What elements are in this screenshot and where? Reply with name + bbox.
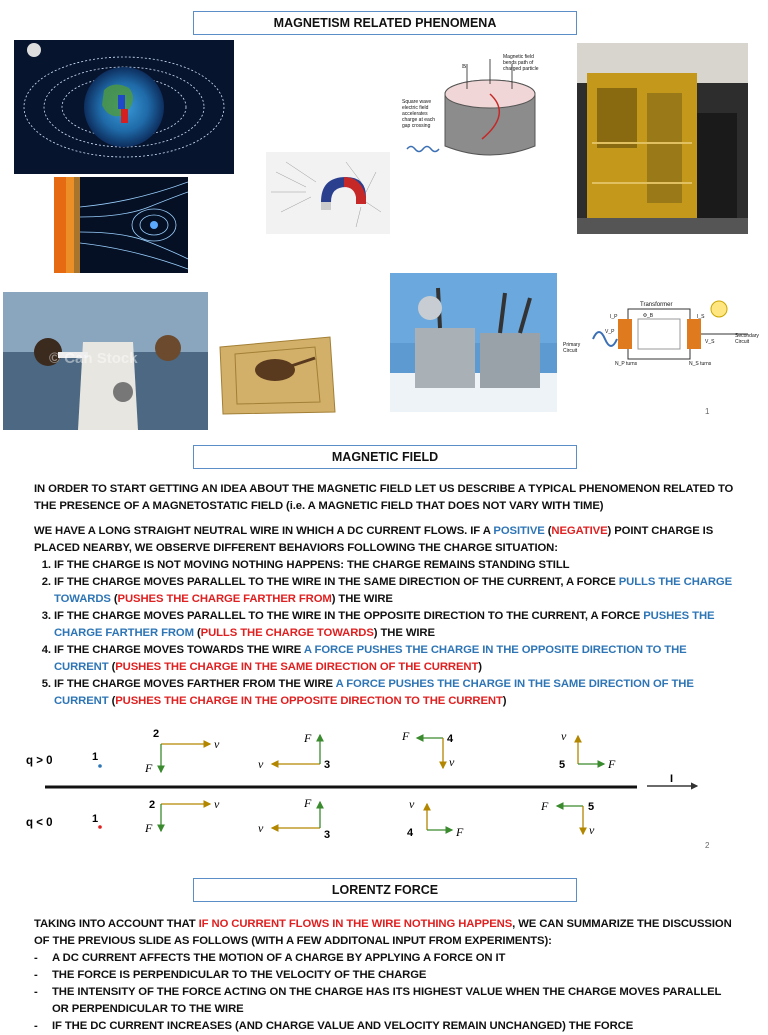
ip-label: I_P <box>610 314 618 320</box>
current-label: I <box>670 773 674 785</box>
list-item: - THE INTENSITY OF THE FORCE ACTING ON THE CHARGE HAS ITS HIGHEST VALUE WHEN THE CHARGE MOVES PARALLEL OR PERPENDICULAR TO THE WIRE <box>52 984 734 1018</box>
ns-label: N_S turns <box>689 361 712 367</box>
vs-label: V_S <box>705 339 715 345</box>
f-label: F⃗ <box>145 821 162 835</box>
field-bends-label: Magnetic field bends path of charged particle <box>503 54 539 72</box>
case-3-label-pos: 3 <box>324 759 331 771</box>
slide1-title: MAGNETISM RELATED PHENOMENA <box>193 11 577 35</box>
list-item: 5. IF THE CHARGE MOVES FARTHER FROM THE WIRE A FORCE PUSHES THE CHARGE IN THE SAME DIRECTION OF THE CURRENT (PUSHES THE CHARGE IN THE OPPOSITE DIRECTION TO THE CURRENT) <box>54 676 734 710</box>
f-label: F⃗ <box>608 757 625 771</box>
summary-paragraph: TAKING INTO ACCOUNT THAT IF NO CURRENT FLOWS IN THE WIRE NOTHING HAPPENS, WE CAN SUMMARIZE THE DISCUSSION OF THE PREVIOUS SLIDE AS FOLLOWS (WITH A FEW ADDITONAL INPUT FROM EXPERIMENTS): <box>34 918 732 947</box>
case-4-label-pos: 4 <box>447 733 454 745</box>
solar-wind-image <box>54 177 188 273</box>
case-1-label-pos: 1 <box>92 751 99 763</box>
v-label: v⃗ <box>449 755 464 769</box>
f-label: F⃗ <box>402 729 419 743</box>
setup-paragraph: WE HAVE A LONG STRAIGHT NEUTRAL WIRE IN WHICH A DC CURRENT FLOWS. IF A POSITIVE (NEGATIVE) POINT CHARGE IS PLACED NEARBY, WE OBSERVE DIFFERENT BEHAVIORS FOLLOWING THE CHARGE SITUATION: <box>34 525 714 554</box>
power-transformer-image <box>390 273 557 412</box>
list-item: 2. IF THE CHARGE MOVES PARALLEL TO THE WIRE IN THE SAME DIRECTION OF THE CURRENT, A FORCE PULLS THE CHARGE TOWARDS (PUSHES THE CHARGE FARTHER FROM) THE WIRE <box>54 574 734 608</box>
v-label: v⃗ <box>214 797 229 811</box>
page-number: 2 <box>705 841 710 850</box>
vp-label: V_P <box>605 329 615 335</box>
laboratory-equipment-image <box>577 43 748 234</box>
transformer-schematic <box>563 297 763 377</box>
positive-charge <box>98 764 102 768</box>
list-item: - IF THE DC CURRENT INCREASES (AND CHARGE VALUE AND VELOCITY REMAIN UNCHANGED) THE FORCE <box>52 1018 734 1035</box>
slide2-title: MAGNETIC FIELD <box>193 445 577 469</box>
v-label: v⃗ <box>589 823 604 837</box>
list-item: 1. IF THE CHARGE IS NOT MOVING NOTHING HAPPENS: THE CHARGE REMAINS STANDING STILL <box>54 557 734 574</box>
behavior-list <box>34 557 734 710</box>
v-label: v⃗ <box>258 821 273 835</box>
v-label: v⃗ <box>561 729 576 743</box>
b-label: B <box>462 64 467 70</box>
slide2-body <box>34 481 734 710</box>
negative-charge <box>98 825 102 829</box>
f-label: F⃗ <box>456 825 473 839</box>
np-label: N_P turns <box>615 361 638 367</box>
f-label: F⃗ <box>541 799 558 813</box>
page-number: 1 <box>705 407 710 416</box>
slide3-body <box>34 916 734 1035</box>
case-4-label-neg: 4 <box>407 827 414 839</box>
slide3-title: LORENTZ FORCE <box>193 878 577 902</box>
q-positive-label: q > 0 <box>26 755 53 767</box>
is-label: I_S <box>697 314 705 320</box>
south-pointing-spoon-image <box>215 332 336 417</box>
square-wave-label: Square wave electric field accelerates charge at each gap crossing <box>402 99 436 129</box>
summary-list <box>34 950 734 1035</box>
intro-paragraph: IN ORDER TO START GETTING AN IDEA ABOUT THE MAGNETIC FIELD LET US DESCRIBE A TYPICAL PHENOMENON RELATED TO THE PRESENCE OF A MAGNETOSTATIC FIELD (i.e. A MAGNETIC FIELD THAT DOES NOT VARY WITH TIME) <box>34 483 734 512</box>
primary-circuit-label: Primary Circuit <box>563 342 581 354</box>
list-item: - A DC CURRENT AFFECTS THE MOTION OF A CHARGE BY APPLYING A FORCE ON IT <box>52 950 734 967</box>
list-item: - THE FORCE IS PERPENDICULAR TO THE VELOCITY OF THE CHARGE <box>52 967 734 984</box>
v-label: v⃗ <box>409 797 424 811</box>
list-item: 3. IF THE CHARGE MOVES PARALLEL TO THE WIRE IN THE OPPOSITE DIRECTION TO THE CURRENT, A FORCE PUSHES THE CHARGE FARTHER FROM (PULLS THE CHARGE TOWARDS) THE WIRE <box>54 608 734 642</box>
flux-label: Φ_B <box>643 313 654 319</box>
f-label: F⃗ <box>145 761 162 775</box>
case-2-label-pos: 2 <box>153 728 160 740</box>
force-diagram <box>0 722 768 852</box>
q-negative-label: q < 0 <box>26 817 53 829</box>
case-1-label-neg: 1 <box>92 813 99 825</box>
earth-magnetosphere-image <box>14 40 234 174</box>
f-label: F⃗ <box>304 796 321 810</box>
ship-compass-image <box>3 292 208 430</box>
magnet-iron-filings-image <box>266 152 390 234</box>
f-label: F⃗ <box>304 731 321 745</box>
case-5-label-pos: 5 <box>559 759 566 771</box>
watermark-text: © Can Stock <box>49 350 138 367</box>
case-5-label-neg: 5 <box>588 801 595 813</box>
case-2-label-neg: 2 <box>149 799 156 811</box>
transformer-title: Transformer <box>640 302 673 308</box>
case-3-label-neg: 3 <box>324 829 331 841</box>
v-label: v⃗ <box>258 757 273 771</box>
v-label: v⃗ <box>214 737 229 751</box>
list-item: 4. IF THE CHARGE MOVES TOWARDS THE WIRE A FORCE PUSHES THE CHARGE IN THE OPPOSITE DIRECTION TO THE CURRENT (PUSHES THE CHARGE IN THE SAME DIRECTION OF THE CURRENT) <box>54 642 734 676</box>
cyclotron-diagram <box>402 54 544 164</box>
secondary-circuit-label: Secondary Circuit <box>735 333 759 345</box>
